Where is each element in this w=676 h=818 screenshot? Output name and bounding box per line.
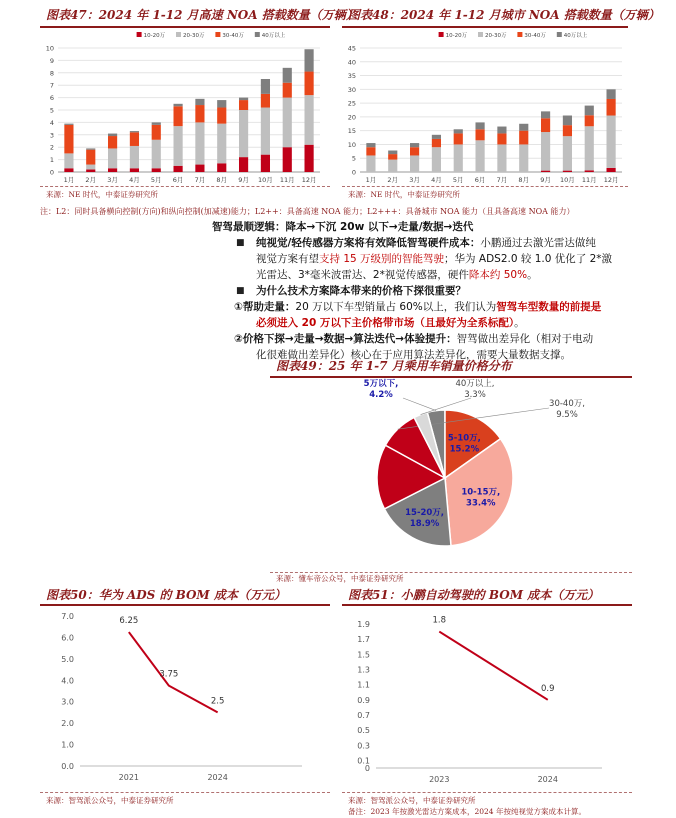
- legend-swatch: [517, 32, 522, 37]
- y-tick-label: 0: [351, 168, 356, 177]
- y-tick-label: 0.9: [357, 695, 370, 705]
- bar-segment-2: [304, 95, 313, 145]
- bar-segment-3: [152, 125, 161, 140]
- bar-segment-3: [563, 125, 572, 136]
- bar-segment-4: [195, 99, 204, 105]
- bar-segment-2: [388, 160, 397, 172]
- bar-segment-4: [152, 122, 161, 124]
- legend-label: 20-30万: [485, 33, 507, 39]
- y-tick-label: 0.3: [357, 741, 370, 751]
- bar-segment-1: [541, 171, 550, 172]
- x-tick-label: 2023: [429, 775, 450, 784]
- y-tick-label: 9: [49, 56, 54, 65]
- bar-segment-2: [108, 148, 117, 168]
- paragraph-1-cont: 小鹏通过去激光雷达做纯: [480, 237, 596, 249]
- bar-segment-3: [541, 118, 550, 132]
- bar-segment-1: [108, 168, 117, 172]
- y-tick-label: 1.1: [357, 680, 370, 690]
- bar-segment-4: [86, 148, 95, 149]
- point-2-lead: ②价格下探→走量→数据→算法迭代→体验提升：: [234, 333, 457, 345]
- bar-segment-4: [388, 151, 397, 155]
- bar-segment-3: [475, 129, 484, 140]
- fig51-source: 来源：智驾派公众号，中泰证券研究所: [348, 796, 476, 805]
- bar-segment-1: [217, 163, 226, 172]
- point-2-text: 智驾做出差异化（相对于电动: [456, 333, 594, 345]
- fig51-note: 备注：2023 年按激光雷达方案成本，2024 年按纯视觉方案成本计算。: [348, 807, 586, 816]
- bar-segment-4: [497, 127, 506, 134]
- bar-segment-1: [152, 168, 161, 172]
- fig49-source: 来源：懂车帝公众号，中泰证券研究所: [276, 574, 404, 583]
- bar-segment-2: [130, 146, 139, 168]
- y-tick-label: 10: [347, 140, 356, 149]
- pie-label-pct: 33.4%: [466, 498, 496, 509]
- y-tick-label: 1.0: [61, 740, 74, 750]
- paragraph-1-line-1: [256, 235, 596, 251]
- fig51-title: 图表51：小鹏自动驾驶的 BOM 成本（万元）: [348, 588, 600, 602]
- x-tick-label: 3月: [409, 176, 420, 184]
- x-tick-label: 2月: [85, 176, 97, 184]
- paragraph-1-lead: 纯视觉/轻传感器方案将有效降低智驾硬件成本：: [256, 237, 481, 249]
- legend-swatch: [255, 32, 260, 37]
- legend-label: 30-40万: [524, 33, 546, 39]
- y-tick-label: 6: [49, 94, 54, 103]
- legend-swatch: [215, 32, 220, 37]
- bar-segment-3: [64, 125, 73, 154]
- bar-segment-2: [475, 140, 484, 172]
- x-tick-label: 2021: [118, 773, 140, 782]
- y-tick-label: 6.0: [61, 633, 74, 643]
- y-tick-label: 0.1: [357, 756, 370, 766]
- y-tick-label: 40: [347, 58, 356, 67]
- x-tick-label: 12月: [603, 176, 619, 184]
- x-tick-label: 12月: [301, 176, 317, 184]
- bar-segment-2: [497, 144, 506, 172]
- paragraph-1-line2-red: 支持 15 万级别的智能驾驶: [319, 253, 445, 265]
- point-1-lead: ①帮助走量：: [234, 301, 296, 313]
- y-tick-label: 1.7: [357, 635, 370, 645]
- legend-label: 40万以上: [261, 33, 286, 39]
- pie-label-pct: 3.3%: [464, 390, 486, 400]
- pie-label-name: 20-30万,: [383, 470, 423, 481]
- y-tick-label: 1.5: [357, 650, 370, 660]
- bar-segment-3: [130, 132, 139, 146]
- bar-segment-4: [217, 100, 226, 107]
- fig50-divider: [40, 792, 330, 793]
- x-tick-label: 5月: [150, 176, 162, 184]
- y-tick-label: 5: [351, 154, 356, 163]
- data-label: 0.9: [540, 683, 555, 694]
- data-label: 6.25: [119, 616, 139, 627]
- fig48-stacked-bar-chart: [340, 28, 630, 184]
- data-label: 2.5: [210, 696, 225, 707]
- fig47-divider: [40, 186, 330, 187]
- bar-segment-1: [64, 168, 73, 172]
- x-tick-label: 1月: [365, 176, 377, 184]
- x-tick-label: 2月: [387, 176, 399, 184]
- paragraph-1-line3-a: 光雷达、3*毫米波雷达、2*视觉传感器，硬件: [256, 269, 469, 281]
- x-tick-label: 6月: [474, 176, 486, 184]
- y-tick-label: 5.0: [61, 654, 74, 664]
- bar-segment-4: [239, 98, 248, 100]
- pie-label-pct: 4.2%: [369, 390, 393, 400]
- legend-swatch: [478, 32, 483, 37]
- heading-logic-text: 智驾最顺逻辑：降本→下沉 20w 以下→走量/数据→迭代: [212, 221, 474, 233]
- legend-label: 40万以上: [563, 33, 588, 39]
- y-tick-label: 3: [49, 131, 54, 140]
- x-tick-label: 11月: [279, 176, 295, 184]
- fig47-source: 来源：NE 时代，中泰证券研究所: [46, 190, 158, 199]
- bar-segment-1: [239, 157, 248, 172]
- bar-segment-4: [304, 49, 313, 71]
- bar-segment-3: [173, 106, 182, 126]
- bar-segment-3: [86, 150, 95, 165]
- bar-segment-1: [261, 155, 270, 172]
- x-tick-label: 9月: [540, 176, 551, 184]
- paragraph-1-line3-b: 。: [527, 269, 538, 281]
- pie-label-name: 15-20万,: [405, 507, 445, 518]
- y-tick-label: 15: [347, 127, 356, 136]
- pie-label-pct: 9.5%: [556, 410, 578, 420]
- bar-segment-1: [283, 147, 292, 172]
- bar-segment-2: [563, 136, 572, 170]
- fig50-title: 图表50：华为 ADS 的 BOM 成本（万元）: [46, 588, 286, 602]
- legend-label: 10-20万: [143, 33, 166, 39]
- bar-segment-1: [563, 171, 572, 172]
- bar-segment-3: [410, 147, 419, 155]
- y-tick-label: 35: [347, 72, 356, 81]
- bullet-square-1: ■: [236, 238, 245, 248]
- x-tick-label: 7月: [194, 176, 206, 184]
- bar-segment-4: [454, 129, 463, 133]
- x-tick-label: 11月: [581, 176, 597, 184]
- pie-label-pct: 15.5%: [388, 481, 418, 492]
- bar-segment-4: [173, 104, 182, 106]
- pie-label-name: 5万以下,: [363, 379, 399, 389]
- bar-segment-2: [86, 165, 95, 170]
- bar-segment-1: [130, 168, 139, 172]
- bar-segment-1: [585, 170, 594, 172]
- y-tick-label: 30: [347, 85, 356, 94]
- series-line: [439, 632, 547, 700]
- bar-segment-3: [606, 99, 615, 116]
- bar-segment-4: [130, 131, 139, 132]
- bar-segment-2: [366, 155, 375, 172]
- bar-segment-2: [283, 98, 292, 148]
- bar-segment-4: [585, 106, 594, 116]
- x-tick-label: 10月: [560, 176, 575, 184]
- bar-segment-3: [304, 72, 313, 96]
- y-tick-label: 0.7: [357, 710, 370, 720]
- y-tick-label: 5: [49, 106, 54, 115]
- x-tick-label: 8月: [216, 176, 228, 184]
- bar-segment-2: [217, 124, 226, 164]
- legend-swatch: [176, 32, 181, 37]
- y-tick-label: 1: [49, 156, 54, 165]
- y-tick-label: 3.0: [61, 697, 74, 707]
- bar-segment-1: [86, 170, 95, 172]
- fig49-title: 图表49：25 年 1-7 月乘用车销量价格分布: [276, 359, 512, 373]
- fig48-title: 图表48：2024 年 1-12 月城市 NOA 搭载数量（万辆）: [348, 8, 660, 22]
- bar-segment-3: [261, 94, 270, 108]
- y-tick-label: 10: [45, 44, 54, 53]
- legend-swatch: [557, 32, 562, 37]
- x-tick-label: 3月: [107, 176, 118, 184]
- bar-segment-4: [541, 111, 550, 118]
- paragraph-1-line-2: [256, 251, 612, 267]
- x-tick-label: 4月: [129, 176, 140, 184]
- bar-segment-2: [195, 122, 204, 164]
- paragraph-2: [256, 283, 466, 299]
- bar-segment-2: [152, 140, 161, 169]
- bar-segment-4: [64, 124, 73, 125]
- paragraph-1-line2-b: ；华为 ADS2.0 较 1.0 优化了 2*激: [444, 253, 612, 265]
- paragraph-1-line2-a: 视觉方案有望: [256, 253, 319, 265]
- x-tick-label: 1月: [63, 176, 75, 184]
- bar-segment-4: [475, 122, 484, 129]
- leader-line: [403, 398, 436, 411]
- bar-segment-2: [261, 108, 270, 155]
- y-tick-label: 7.0: [61, 612, 74, 621]
- bar-segment-2: [541, 132, 550, 171]
- bar-segment-4: [519, 124, 528, 131]
- bar-segment-4: [108, 134, 117, 136]
- y-tick-label: 4: [49, 118, 54, 127]
- legend-label: 30-40万: [222, 33, 244, 39]
- pie-label-name: 10-15万,: [461, 487, 501, 498]
- bar-segment-3: [195, 105, 204, 122]
- fig48-divider: [342, 186, 628, 187]
- point-1-line2-end: 。: [514, 317, 525, 329]
- bar-segment-4: [261, 79, 270, 94]
- pie-label-name: 40万以上,: [455, 379, 495, 389]
- fig50-line-chart: [40, 606, 330, 790]
- y-tick-label: 7: [49, 81, 54, 90]
- bar-segment-4: [410, 143, 419, 147]
- x-tick-label: 9月: [238, 176, 249, 184]
- x-tick-label: 10月: [258, 176, 273, 184]
- legend-label: 20-30万: [183, 33, 205, 39]
- fig48-source: 来源：NE 时代，中泰证券研究所: [348, 190, 460, 199]
- bar-segment-2: [410, 155, 419, 172]
- bar-segment-2: [585, 126, 594, 170]
- point-1-text: 20 万以下车型销量占 60%以上，我们认为: [295, 301, 497, 313]
- bar-segment-1: [173, 166, 182, 172]
- point-2-line2: 化很难做出差异化）核心在于应用算法差异化，需要大量数据支撑。: [256, 349, 571, 361]
- paragraph-1-line3-red: 降本约 50%: [468, 269, 528, 281]
- pie-label-name: 5-10万,: [447, 433, 481, 444]
- bar-segment-2: [173, 126, 182, 166]
- legend-label: 10-20万: [445, 33, 468, 39]
- bar-segment-4: [432, 135, 441, 139]
- y-tick-label: 45: [347, 44, 356, 53]
- bar-segment-4: [606, 89, 615, 99]
- bar-segment-2: [606, 116, 615, 168]
- legend-swatch: [137, 32, 142, 37]
- bar-segment-4: [563, 116, 572, 126]
- point-1-red: 智驾车型数量的前提是: [496, 301, 602, 313]
- definition-note: 注：L2：同时具备横向控制(方向)和纵向控制(加减速)能力；L2++：具备高速 NOA 能力；L2+++：具备城市 NOA 能力（且具备高速 NOA 能力）: [40, 207, 575, 216]
- pie-label-name: 30-40万,: [549, 399, 585, 409]
- bar-segment-3: [108, 136, 117, 148]
- heading-logic: [212, 219, 473, 235]
- bar-segment-2: [239, 110, 248, 157]
- bar-segment-1: [606, 168, 615, 172]
- bar-segment-3: [432, 139, 441, 147]
- x-tick-label: 5月: [452, 176, 464, 184]
- bar-segment-3: [366, 147, 375, 155]
- x-tick-label: 6月: [172, 176, 184, 184]
- y-tick-label: 4.0: [61, 676, 74, 686]
- fig51-divider: [342, 792, 632, 793]
- data-label: 1.8: [432, 615, 447, 626]
- y-tick-label: 1.3: [357, 665, 370, 675]
- bullet-square-2: ■: [236, 286, 245, 296]
- y-tick-label: 1.9: [357, 620, 370, 629]
- bar-segment-1: [304, 145, 313, 172]
- bar-segment-2: [64, 153, 73, 168]
- fig47-stacked-bar-chart: [38, 28, 330, 184]
- paragraph-2-text: 为什么技术方案降本带来的价格下探很重要？: [256, 285, 466, 297]
- pie-label-pct: 15.2%: [449, 444, 480, 455]
- fig50-source: 来源：智驾派公众号，中泰证券研究所: [46, 796, 174, 805]
- x-tick-label: 2024: [207, 773, 228, 782]
- y-tick-label: 25: [347, 99, 356, 108]
- legend-swatch: [439, 32, 444, 37]
- y-tick-label: 2: [49, 143, 54, 152]
- y-tick-label: 2.0: [61, 719, 74, 729]
- fig51-line-chart: [342, 606, 632, 790]
- point-1-line-1: [234, 299, 601, 315]
- bar-segment-3: [585, 115, 594, 126]
- pie-label-pct: 18.9%: [409, 518, 440, 529]
- bar-segment-3: [519, 131, 528, 145]
- point-1-line-2: [256, 315, 525, 331]
- bar-segment-2: [432, 147, 441, 172]
- bar-segment-1: [195, 165, 204, 172]
- y-tick-label: 8: [49, 69, 54, 78]
- y-tick-label: 20: [347, 113, 356, 122]
- bar-segment-3: [454, 133, 463, 144]
- y-tick-label: 0: [364, 764, 370, 773]
- point-1-line2-red: 必须进入 20 万以下主价格带市场（且最好为全系标配）: [256, 317, 515, 329]
- bar-segment-2: [519, 144, 528, 172]
- x-tick-label: 2024: [537, 775, 558, 784]
- paragraph-1-line-3: [256, 267, 538, 283]
- bar-segment-3: [239, 100, 248, 110]
- bar-segment-3: [497, 133, 506, 144]
- bar-segment-4: [366, 143, 375, 147]
- y-tick-label: 0.0: [61, 762, 74, 771]
- bar-segment-3: [217, 108, 226, 124]
- x-tick-label: 7月: [496, 176, 508, 184]
- bar-segment-4: [283, 68, 292, 83]
- fig47-title: 图表47：2024 年 1-12 月高速 NOA 搭载数量（万辆）: [46, 8, 358, 22]
- x-tick-label: 8月: [518, 176, 530, 184]
- x-tick-label: 4月: [431, 176, 442, 184]
- y-tick-label: 0.5: [357, 726, 370, 736]
- y-tick-label: 0: [49, 168, 54, 177]
- bar-segment-2: [454, 144, 463, 172]
- bar-segment-3: [388, 154, 397, 160]
- fig49-pie-chart: [270, 378, 632, 570]
- bar-segment-3: [283, 83, 292, 98]
- data-label: 3.75: [159, 669, 179, 680]
- point-2-line-1: [234, 331, 593, 347]
